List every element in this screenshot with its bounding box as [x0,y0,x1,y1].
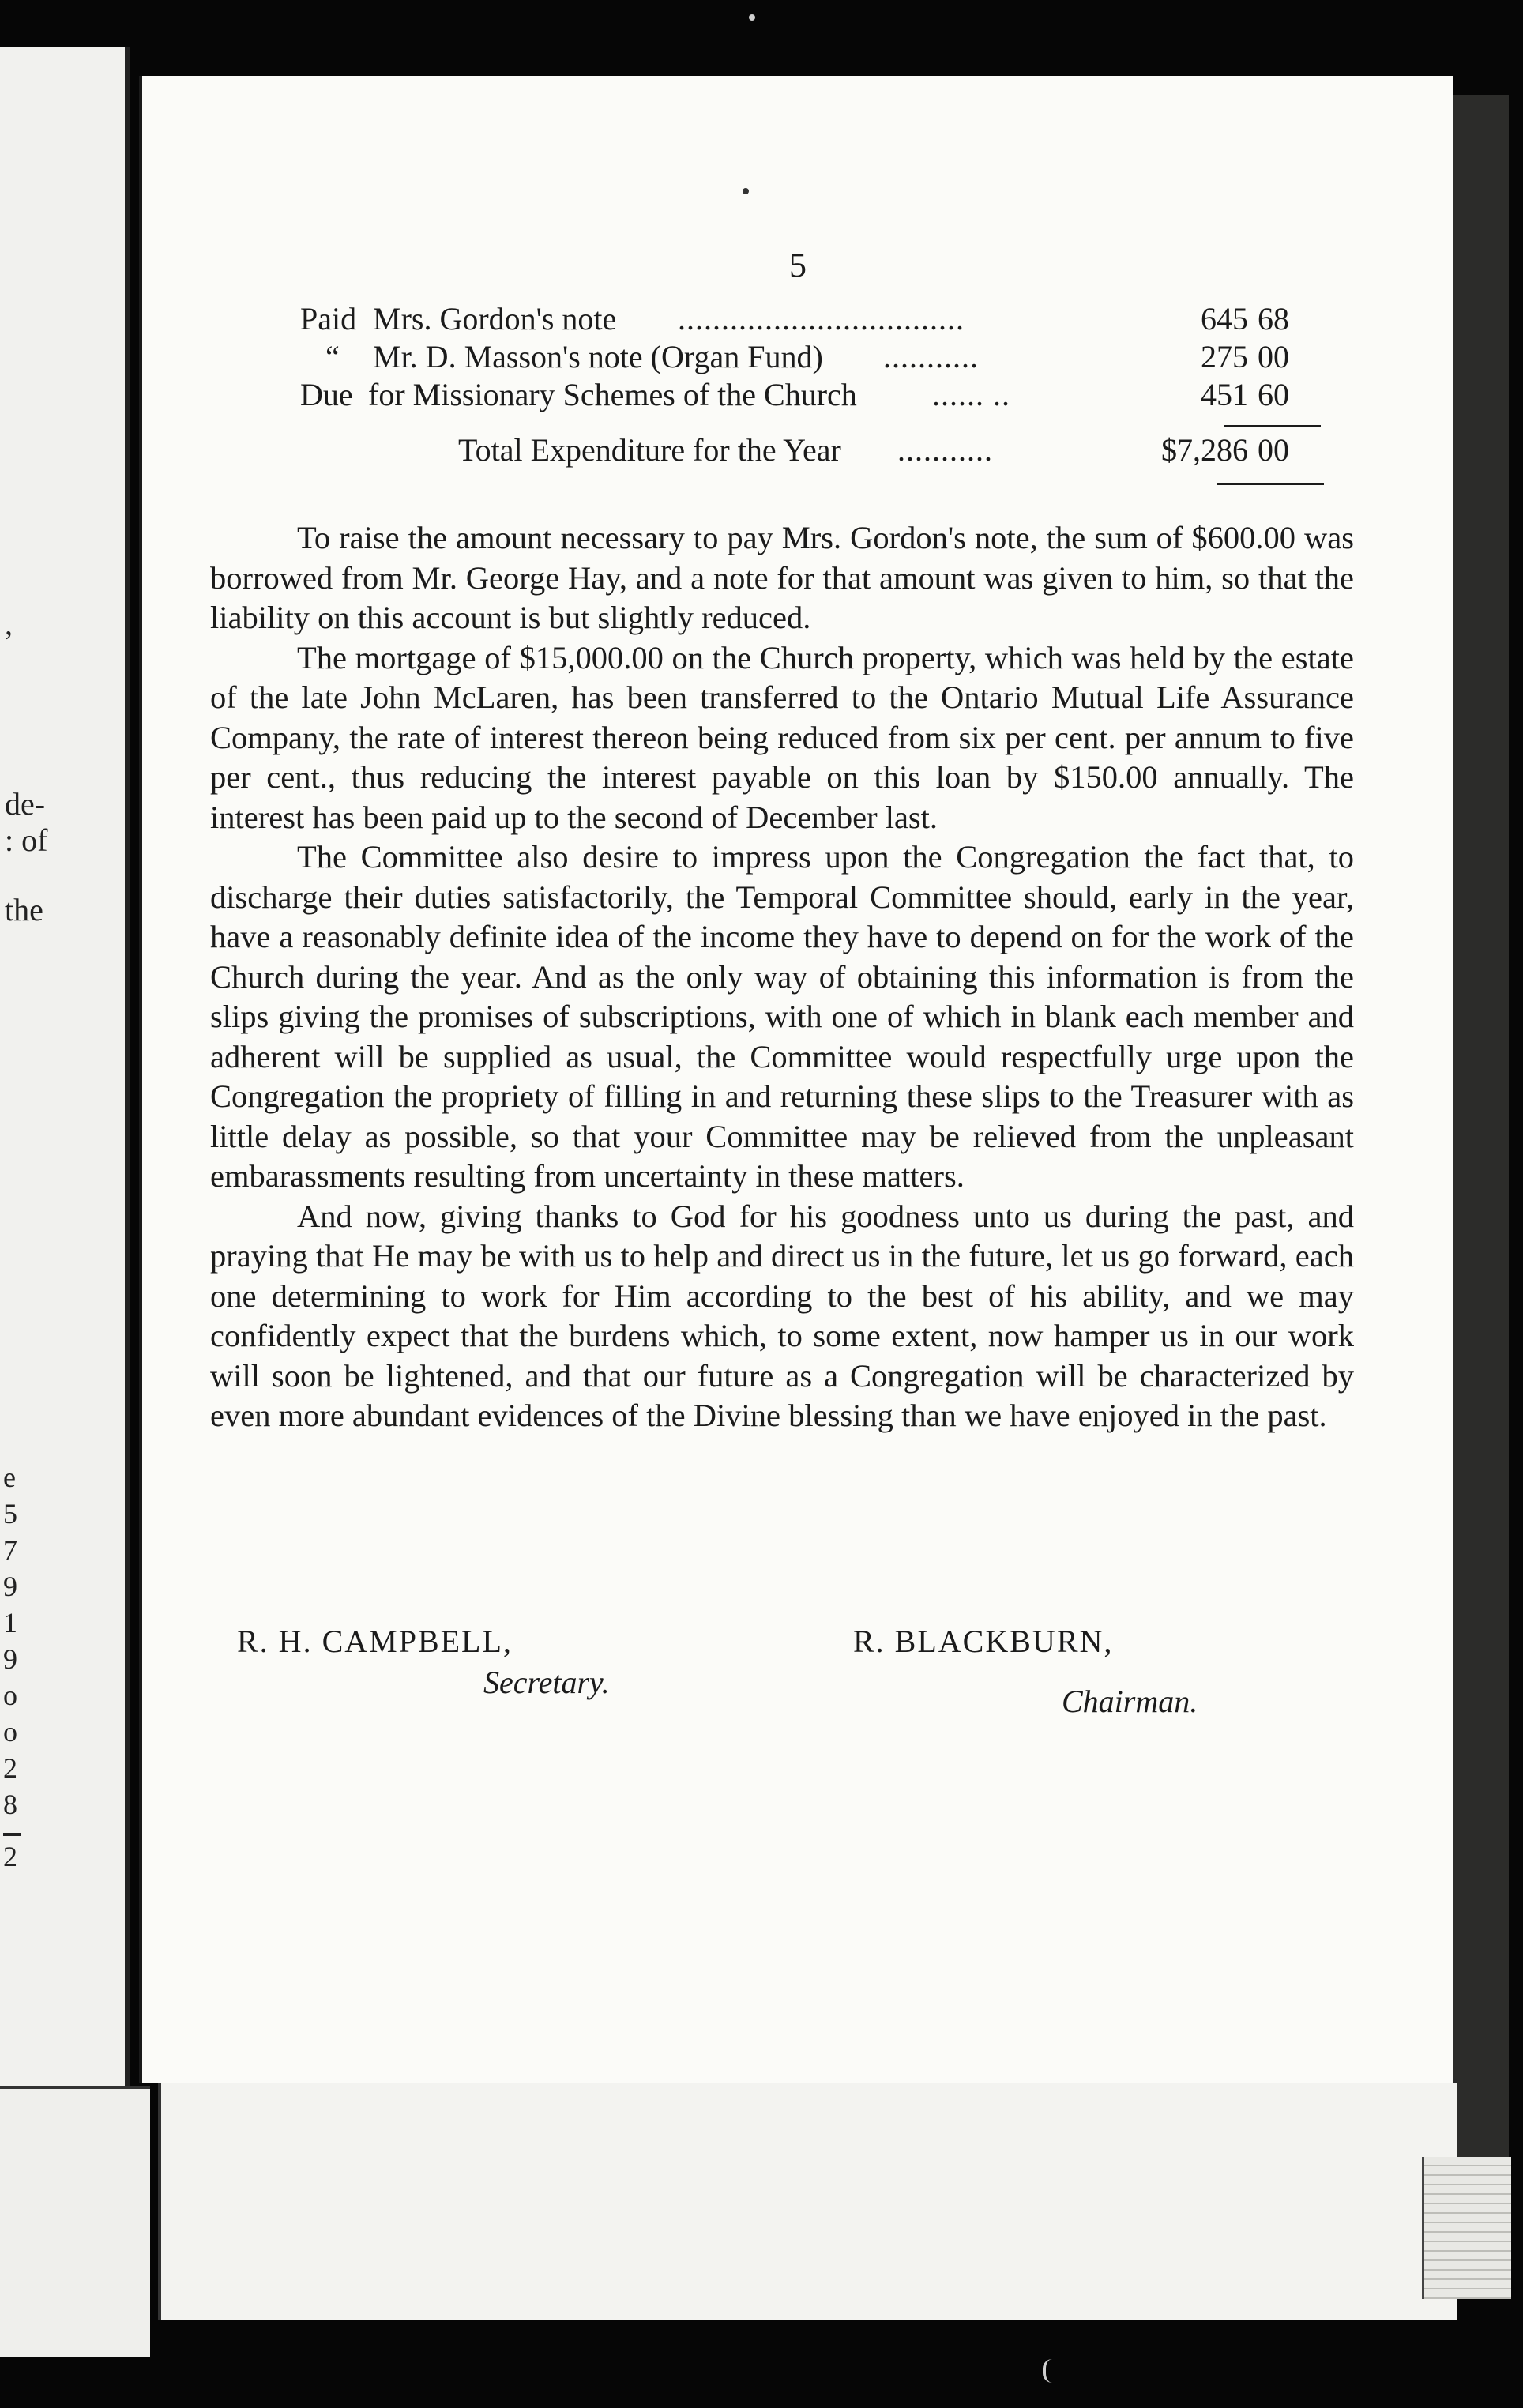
ledger-dollars: 275 [1201,339,1248,374]
ledger-dollars: 645 [1201,301,1248,337]
paragraph: The mortgage of $15,000.00 on the Church property, which was held by the estate of the late John McLaren, has been transferred to the Ontario Mutual Life Assurance Company, the rate of interest thereon being reduced from six per cent. per annum to five per cent., thus reducing the interest payable on this loan by $150.00 annually. The interest has been paid up to the second of December last. [210,639,1354,835]
left-margin-number: 5 [3,1498,17,1529]
total-rule [1217,483,1324,485]
left-page-edge [0,47,130,2133]
ledger-cents: 68 [1258,301,1289,337]
total-cents: 00 [1258,432,1289,468]
left-margin-number: o [3,1680,17,1711]
chairman-title: Chairman. [1062,1684,1198,1719]
left-margin-number: 2 [3,1752,17,1784]
paragraph: And now, giving thanks to God for his goodness unto us during the past, and praying that He may be with us to help and direct us in the future, let us go forward, each one determining to work for Him according to the best of his ability, and we may confidently expect that the burdens which, to some extent, now hamper us in our work will soon be lightened, and that our future as a Congregation will be characterized by even more abundant evidences of the Divine blessing than we have enjoyed in the past. [210,1198,1354,1433]
ledger-row [300,376,1335,414]
document-page [139,76,1453,2083]
expenditure-ledger [300,300,1335,469]
left-margin-number: 8 [3,1789,17,1820]
left-page-fragment: : of [5,822,48,858]
ledger-row [300,338,1335,376]
ledger-leader: ................................. [678,301,965,337]
left-page-fragment: , [5,606,13,642]
secretary-title: Secretary. [483,1665,610,1700]
ledger-leader: ........... [883,339,979,374]
page-number: 5 [789,246,807,284]
left-margin-number: 1 [3,1607,17,1639]
total-leader: ........... [897,432,993,468]
ledger-prefix: “ [325,339,340,374]
left-margin-number: o [3,1716,17,1748]
ledger-dollars: 451 [1201,377,1248,412]
lower-sheet [158,2079,1457,2320]
ledger-description: for Missionary Schemes of the Church [368,377,857,412]
left-margin-number: 7 [3,1534,17,1566]
ink-speck [743,188,749,194]
left-margin-rule [3,1833,21,1836]
left-page-fragment: de- [5,786,46,822]
ledger-description: Mr. D. Masson's note (Organ Fund) [373,339,823,374]
page-stack-edge [1422,2157,1511,2299]
total-label: Total Expenditure for the Year [458,432,841,468]
ledger-cents: 60 [1258,377,1289,412]
left-margin-number: 9 [3,1643,17,1675]
total-row [300,431,1335,469]
ledger-description: Mrs. Gordon's note [373,301,617,337]
ledger-prefix: Paid [300,301,357,337]
total-dollars: $7,286 [1161,432,1248,468]
left-margin-number: 2 [3,1841,17,1872]
ledger-row [300,300,1335,338]
ledger-cents: 00 [1258,339,1289,374]
subtotal-rule [1224,425,1321,427]
paragraph: The Committee also desire to impress upon the Congregation the fact that, to discharge their duties satisfactorily, the Temporal Committee should, early in the year, have a reasonably definite idea of the income they have to depend on for the work of the Church during the year. And as the only way of obtaining this information is from the slips giving the promises of subscriptions, with one of which in blank each member and adherent will be supplied as usual, the Committee would respectfully urge upon the Congregation the propriety of filling in and returning these slips to the Treasurer with as little delay as possible, so that your Committee may be relieved from the unpleasant embarassments resulting from uncertainty in these matters. [210,839,1354,1194]
left-margin-number: 9 [3,1571,17,1602]
ledger-leader: ...... .. [932,377,1010,412]
secretary-name: R. H. CAMPBELL, [237,1624,513,1659]
paragraph: To raise the amount necessary to pay Mrs. Gordon's note, the sum of $600.00 was borrowed from Mr. George Hay, and a note for that amount was given to him, so that the liability on this account is but slightly reduced. [210,520,1354,635]
lower-page-edge-left [0,2086,150,2357]
left-page-fragment: the [5,892,43,927]
ledger-prefix: Due [300,377,353,412]
report-body [210,518,1354,1436]
scan-speck [749,14,755,21]
left-margin-number: e [3,1462,16,1493]
scan-mark [1043,2359,1066,2383]
chairman-name: R. BLACKBURN, [853,1624,1114,1659]
